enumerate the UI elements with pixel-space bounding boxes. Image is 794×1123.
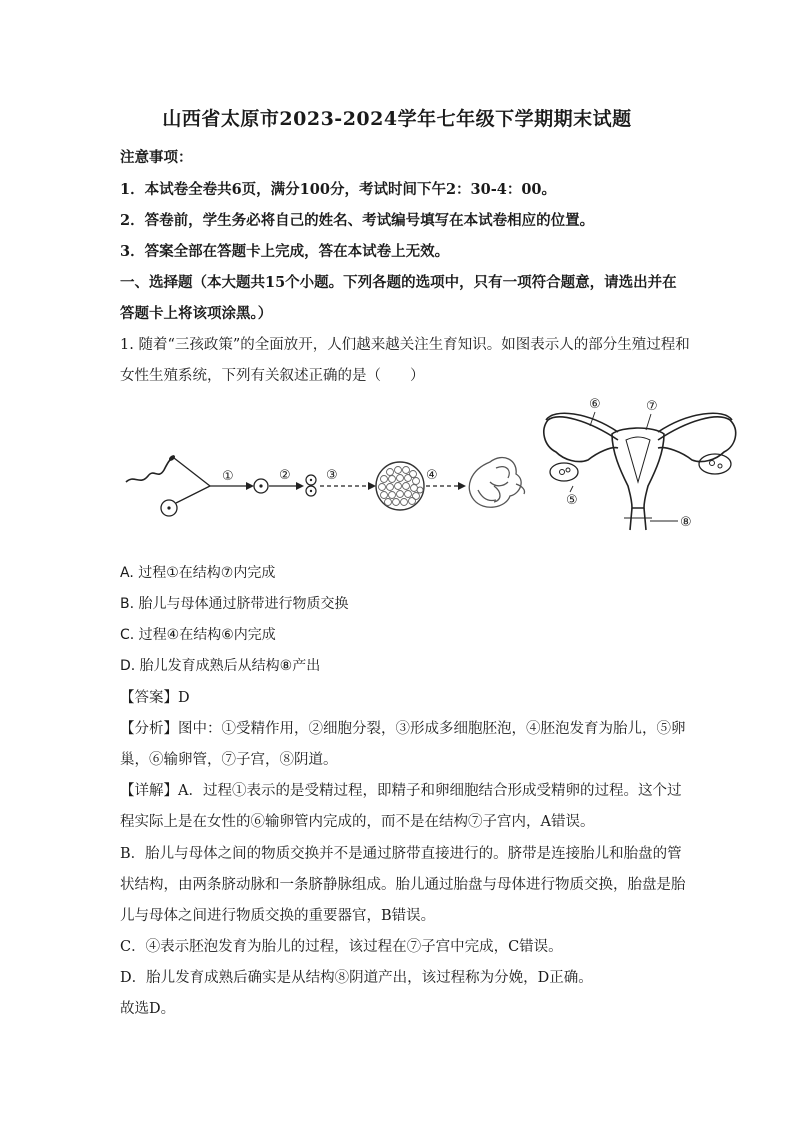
fetus-icon (469, 458, 524, 508)
option-c: C. 过程④在结构⑥内完成 (120, 627, 276, 643)
two-cell-icon (306, 475, 316, 496)
analysis-line-1: 【分析】图中：①受精作用，②细胞分裂，③形成多细胞胚泡，④胚泡发育为胎儿，⑤卵 (120, 721, 686, 737)
detail-line-6: C．④表示胚泡发育为胎儿的过程，该过程在⑦子宫中完成，C错误。 (120, 939, 563, 955)
female-reproductive-system-icon (544, 412, 736, 530)
answer-line: 【答案】D (120, 690, 190, 706)
option-d: D. 胎儿发育成熟后从结构⑧产出 (120, 658, 321, 674)
notice-item-3: 3．答案全部在答题卡上完成，答在本试卷上无效。 (120, 243, 450, 260)
reproduction-figure (118, 390, 692, 540)
question-stem-line2: 女性生殖系统，下列有关叙述正确的是（ ） (120, 368, 425, 384)
analysis-line-2: 巢，⑥输卵管，⑦子宫，⑧阴道。 (120, 752, 338, 768)
vagina-label: ⑧ (680, 515, 692, 530)
blastocyst-icon (376, 462, 424, 510)
step-2-label: ② (279, 468, 291, 483)
oviduct-label: ⑥ (589, 397, 601, 412)
notice-item-1: 1．本试卷全卷共6页，满分100分，考试时间下午2：30-4：00。 (120, 181, 556, 198)
step-3-label: ③ (326, 468, 338, 483)
egg-cell-icon (161, 500, 177, 516)
notice-heading: 注意事项： (120, 149, 193, 166)
detail-line-8: 故选D。 (120, 1001, 176, 1017)
detail-line-5: 儿与母体之间进行物质交换的重要器官，B错误。 (120, 908, 436, 924)
detail-line-3: B．胎儿与母体之间的物质交换并不是通过脐带直接进行的。脐带是连接胎儿和胎盘的管 (120, 846, 682, 862)
question-stem-line1: 1. 随着“三孩政策”的全面放开，人们越来越关注生育知识。如图表示人的部分生殖过程和 (120, 337, 690, 353)
zygote-icon (254, 479, 268, 493)
detail-line-4: 状结构，由两条脐动脉和一条脐静脉组成。胎儿通过胎盘与母体进行物质交换，胎盘是胎 (120, 877, 686, 893)
step-4-label: ④ (426, 468, 438, 483)
detail-line-1: 【详解】A．过程①表示的是受精过程，即精子和卵细胞结合形成受精卵的过程。这个过 (120, 783, 682, 799)
section-heading-line2: 答题卡上将该项涂黑。） (120, 305, 273, 322)
sperm-icon (126, 460, 170, 482)
page-title: 山西省太原市2023-2024学年七年级下学期期末试题 (162, 108, 632, 130)
detail-line-7: D．胎儿发育成熟后确实是从结构⑧阴道产出，该过程称为分娩，D正确。 (120, 970, 593, 986)
section-heading-line1: 一、选择题（本大题共15个小题。下列各题的选项中，只有一项符合题意，请选出并在 (120, 274, 677, 291)
option-b: B. 胎儿与母体通过脐带进行物质交换 (120, 596, 349, 612)
step-1-label: ① (222, 469, 234, 484)
uterus-label: ⑦ (646, 399, 658, 414)
option-a: A. 过程①在结构⑦内完成 (120, 565, 276, 581)
ovary-label: ⑤ (566, 493, 578, 508)
notice-item-2: 2．答卷前，学生务必将自己的姓名、考试编号填写在本试卷相应的位置。 (120, 212, 595, 229)
detail-line-2: 程实际上是在女性的⑥输卵管内完成的，而不是在结构⑦子宫内，A错误。 (120, 814, 595, 830)
